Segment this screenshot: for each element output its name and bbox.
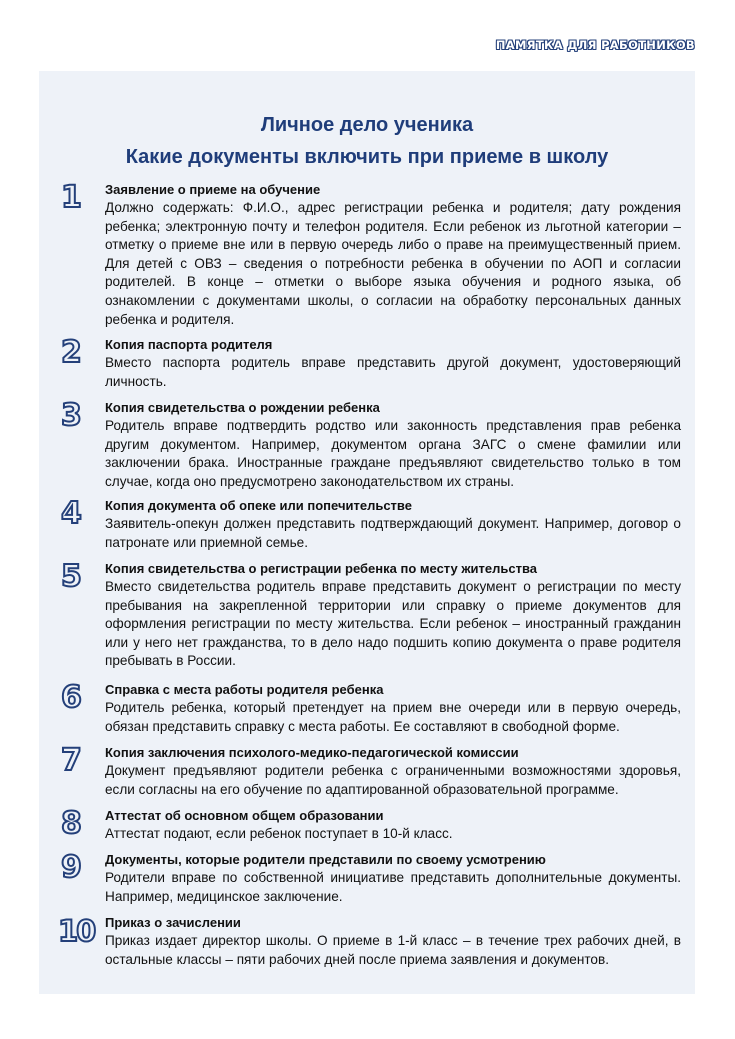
item-number: 8 <box>61 806 82 841</box>
item-number: 3 <box>61 398 82 433</box>
item-title: Копия свидетельства о рождении ребенка <box>105 400 380 415</box>
item-description: Родитель вправе подтвердить родство или законность представления прав ребенка другим документом. Например, документом органа ЗАГС о смене фамилии или заключении брака. Иностранные граждане предъявляют свидетельство только в том случае, когда оно предусмотрено законодательством их страны. <box>105 418 681 489</box>
item-title: Справка с места работы родителя ребенка <box>105 682 384 697</box>
item-number: 10 <box>58 914 95 948</box>
item-title: Аттестат об основном общем образовании <box>105 808 384 823</box>
item-description: Вместо паспорта родитель вправе представить другой документ, удостоверяющий личность. <box>105 355 681 389</box>
memo-card <box>39 71 695 994</box>
item-description: Родители вправе по собственной инициативе представить дополнительные документы. Например, медицинское заключение. <box>105 870 681 904</box>
item-number: 2 <box>61 335 82 370</box>
item-description: Должно содержать: Ф.И.О., адрес регистрации ребенка и родителя; дату рождения ребенка; электронную почту и телефон родителя. Если ребенок из льготной категории – отметку о приеме вне или в первую очередь либо о праве на преимущественный прием. Для детей с ОВЗ – сведения о потребности ребенка в обучении по АОП и согласии родителей. В конце – отметки о выборе языка обучения и родного языка, об ознакомлении с документами школы, о согласии на обработку персональных данных ребенка и родителя. <box>105 200 681 327</box>
item-title: Заявление о приеме на обучение <box>105 182 321 197</box>
item-description: Документ предъявляют родители ребенка с ограниченными возможностями здоровья, если согласны на его обучение по адаптированной образовательной программе. <box>105 763 681 797</box>
item-description: Заявитель-опекун должен представить подтверждающий документ. Например, договор о патронате или приемной семье. <box>105 516 681 550</box>
title-line-2: Какие документы включить при приеме в школу <box>125 146 609 168</box>
item-title: Документы, которые родители представили по своему усмотрению <box>105 852 546 867</box>
item-title: Копия заключения психолого-медико-педагогической комиссии <box>105 745 519 760</box>
item-title: Приказ о зачислении <box>105 915 241 930</box>
item-number: 5 <box>61 559 82 594</box>
item-number: 6 <box>61 680 82 715</box>
item-description: Вместо свидетельства родитель вправе представить документ о регистрации по месту пребывания на закрепленной территории или справку о приеме документов для оформления регистрации по месту жительства. Если ребенок – иностранный гражданин или у него нет гражданства, то в дело надо подшить копию документа о праве родителя пребывать в России. <box>105 579 681 669</box>
item-description: Аттестат подают, если ребенок поступает в 10-й класс. <box>105 826 453 841</box>
item-description: Приказ издает директор школы. О приеме в 1-й класс – в течение трех рабочих дней, в остальные классы – пяти рабочих дней после приема заявления и документов. <box>105 933 681 967</box>
page-title <box>39 109 695 173</box>
item-title: Копия документа об опеке или попечительстве <box>105 498 412 513</box>
item-number: 1 <box>61 180 82 215</box>
item-title: Копия паспорта родителя <box>105 337 273 352</box>
item-title: Копия свидетельства о регистрации ребенка по месту жительства <box>105 561 538 576</box>
item-number: 4 <box>61 496 82 531</box>
header-label: ПАМЯТКА ДЛЯ РАБОТНИКОВ <box>495 38 695 52</box>
item-description: Родитель ребенка, который претендует на прием вне очереди или в первую очередь, обязан представить справку с места работы. Ее составляют в свободной форме. <box>105 700 681 734</box>
item-number: 7 <box>61 743 82 778</box>
item-number: 9 <box>61 850 82 885</box>
title-line-1: Личное дело ученика <box>260 114 474 136</box>
